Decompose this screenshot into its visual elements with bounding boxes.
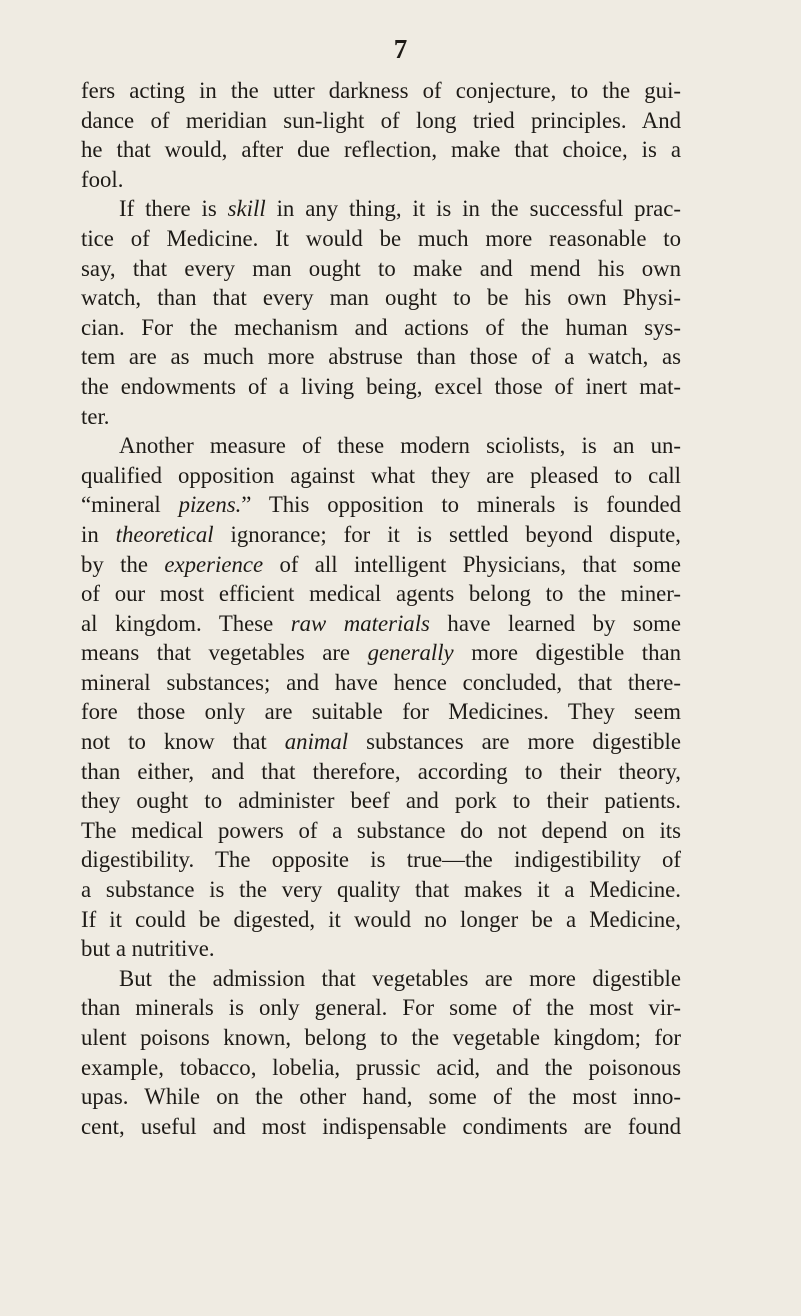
text-line [81, 579, 681, 609]
text-segment: cent, useful and most indispensable condiments are found [81, 1113, 681, 1139]
text-segment: in any thing, it is in the successful prac- [265, 196, 681, 222]
text-line [81, 697, 681, 727]
italic-text: theoretical [115, 521, 214, 547]
italic-text: animal [284, 729, 349, 755]
text-line [81, 638, 681, 668]
text-line [81, 1112, 681, 1142]
text-segment: dance of meridian sun-light of long tried principles. And [81, 107, 681, 133]
text-segment: tem are as much more abstruse than those of a watch, as [81, 344, 681, 370]
text-line [81, 224, 681, 254]
text-line [81, 727, 681, 757]
text-segment: of our most efficient medical agents belong to the miner- [81, 581, 681, 607]
text-line [81, 845, 681, 875]
text-segment: Another measure of these modern sciolists, is an un- [119, 433, 681, 459]
text-line [81, 342, 681, 372]
text-line [81, 402, 681, 432]
text-segment: they ought to administer beef and pork to their patients. [81, 788, 681, 814]
text-segment: cian. For the mechanism and actions of the human sys- [81, 314, 681, 340]
text-line [81, 786, 681, 816]
text-line [81, 609, 681, 639]
italic-text: experience [164, 551, 264, 577]
text-segment: fers acting in the utter darkness of conjecture, to the gui- [81, 78, 681, 103]
italic-text: generally [367, 640, 454, 666]
italic-text: raw materials [290, 610, 430, 636]
text-line [81, 372, 681, 402]
text-line [81, 1023, 681, 1053]
text-line [81, 520, 681, 550]
text-segment: ignorance; for it is settled beyond dispute, [213, 521, 681, 547]
text-segment: But the admission that vegetables are more digestible [119, 965, 681, 991]
italic-text: skill [227, 196, 266, 222]
text-segment: “mineral [81, 492, 179, 518]
text-line [81, 1053, 681, 1083]
text-segment: a substance is the very quality that makes it a Medicine. [81, 877, 681, 903]
text-line [81, 106, 681, 136]
text-segment: al kingdom. These [81, 610, 291, 636]
text-line [81, 194, 681, 224]
text-segment: If it could be digested, it would no longer be a Medicine, [81, 906, 681, 932]
text-segment: than either, and that therefore, according to their theory, [81, 758, 681, 784]
text-segment: fore those only are suitable for Medicines. They seem [81, 699, 681, 725]
text-line [81, 934, 681, 964]
text-segment: the endowments of a living being, excel those of inert mat- [81, 373, 681, 399]
text-segment: tice of Medicine. It would be much more reasonable to [81, 225, 681, 251]
text-segment: If there is [119, 196, 228, 222]
text-segment: by the [81, 551, 165, 577]
text-line [81, 283, 681, 313]
text-segment: more digestible than [453, 640, 681, 666]
page-number: 7 [393, 34, 408, 64]
text-segment: have learned by some [429, 610, 681, 636]
text-line [81, 135, 681, 165]
text-segment: he that would, after due reflection, make that choice, is a [81, 137, 681, 163]
text-line [81, 490, 681, 520]
text-line [81, 1082, 681, 1112]
text-line [81, 816, 681, 846]
text-segment: digestibility. The opposite is true—the indigestibility of [81, 847, 681, 873]
body-text [81, 76, 681, 1141]
text-segment: ter. [81, 403, 110, 429]
text-segment: fool. [81, 166, 124, 192]
text-line [81, 668, 681, 698]
text-segment: ulent poisons known, belong to the vegetable kingdom; for [81, 1025, 681, 1050]
text-segment: than minerals is only general. For some of the most vir- [81, 995, 681, 1021]
text-segment: The medical powers of a substance do not depend on its [81, 817, 681, 843]
text-line [81, 757, 681, 787]
text-segment: watch, than that every man ought to be his own Physi- [81, 285, 681, 311]
text-line [81, 431, 681, 461]
text-line [81, 165, 681, 195]
italic-text: pizens. [178, 492, 242, 518]
text-segment: not to know that [81, 729, 285, 755]
text-line [81, 964, 681, 994]
text-segment: qualified opposition against what they are pleased to call [81, 462, 681, 488]
text-segment: in [81, 521, 116, 547]
text-segment: but a nutritive. [81, 936, 215, 962]
text-segment: of all intelligent Physicians, that some [263, 551, 681, 577]
text-segment: mineral substances; and have hence concluded, that there- [81, 669, 681, 695]
text-segment: say, that every man ought to make and mend his own [81, 255, 681, 281]
text-segment: example, tobacco, lobelia, prussic acid, and the poisonous [81, 1054, 681, 1080]
text-line [81, 875, 681, 905]
text-line [81, 993, 681, 1023]
text-line [81, 76, 681, 106]
text-segment: means that vegetables are [81, 640, 368, 666]
text-line [81, 254, 681, 284]
text-segment: ” This opposition to minerals is founded [241, 492, 681, 518]
text-segment: upas. While on the other hand, some of the most inno- [81, 1084, 681, 1110]
text-line [81, 550, 681, 580]
text-line [81, 905, 681, 935]
text-line [81, 313, 681, 343]
text-line [81, 461, 681, 491]
text-segment: substances are more digestible [348, 729, 681, 755]
